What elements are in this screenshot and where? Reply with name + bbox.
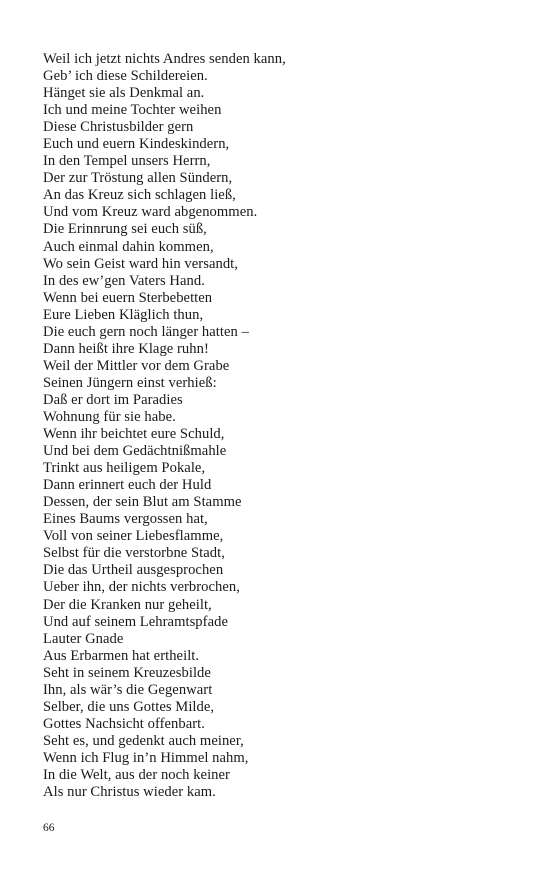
poem-line: Eines Baums vergossen hat, (43, 511, 208, 528)
poem-line: In den Tempel unsers Herrn, (43, 153, 211, 170)
poem-line: Die Erinnrung sei euch süß, (43, 221, 207, 238)
poem-line: Der die Kranken nur geheilt, (43, 596, 212, 613)
poem-line: In die Welt, aus der noch keiner (43, 766, 230, 783)
page-number: 66 (43, 822, 55, 834)
poem-line: Und auf seinem Lehramtspfade (43, 613, 228, 630)
poem-line: Seinen Jüngern einst verhieß: (43, 374, 217, 391)
poem-line: Eure Lieben Kläglich thun, (43, 306, 204, 323)
poem-line: Lauter Gnade (43, 630, 124, 647)
poem-line: Wohnung für sie habe. (43, 408, 176, 425)
poem-line: Dann erinnert euch der Huld (43, 477, 212, 494)
poem-line: Und bei dem Gedächtnißmahle (43, 443, 227, 460)
poem-line: Hänget sie als Denkmal an. (43, 85, 205, 102)
poem-line: Der zur Tröstung allen Sündern, (43, 170, 233, 187)
poem-line: Daß er dort im Paradies (43, 391, 183, 408)
poem-line: Selber, die uns Gottes Milde, (43, 698, 215, 715)
poem-line: Dessen, der sein Blut am Stamme (43, 494, 242, 511)
poem-text (43, 51, 286, 801)
poem-line: Voll von seiner Liebesflamme, (43, 528, 224, 545)
poem-line: Gottes Nachsicht offenbart. (43, 715, 205, 732)
poem-line: Als nur Christus wieder kam. (43, 784, 216, 801)
poem-line: Geb’ ich diese Schildereien. (43, 68, 208, 85)
poem-line: Ueber ihn, der nichts verbrochen, (43, 579, 240, 596)
poem-line: Ihn, als wär’s die Gegenwart (43, 681, 213, 698)
poem-line: Auch einmal dahin kommen, (43, 238, 214, 255)
poem-line: Wenn bei euern Sterbebetten (43, 289, 213, 306)
poem-line: Die euch gern noch länger hatten – (43, 323, 249, 340)
poem-line: Trinkt aus heiligem Pokale, (43, 460, 206, 477)
poem-line: An das Kreuz sich schlagen ließ, (43, 187, 236, 204)
poem-line: Aus Erbarmen hat ertheilt. (43, 647, 200, 664)
poem-line: Diese Christusbilder gern (43, 119, 194, 136)
poem-line: Wo sein Geist ward hin versandt, (43, 255, 238, 272)
poem-line: Ich und meine Tochter weihen (43, 102, 222, 119)
poem-line: Seht es, und gedenkt auch meiner, (43, 732, 244, 749)
poem-line: Dann heißt ihre Klage ruhn! (43, 340, 209, 357)
poem-line: Weil der Mittler vor dem Grabe (43, 357, 230, 374)
poem-line: In des ew’gen Vaters Hand. (43, 272, 205, 289)
poem-line: Wenn ihr beichtet eure Schuld, (43, 426, 225, 443)
poem-line: Wenn ich Flug in’n Himmel nahm, (43, 749, 249, 766)
poem-line: Und vom Kreuz ward abgenommen. (43, 204, 258, 221)
poem-line: Selbst für die verstorbne Stadt, (43, 545, 225, 562)
poem-line: Die das Urtheil ausgesprochen (43, 562, 224, 579)
poem-line: Seht in seinem Kreuzesbilde (43, 664, 211, 681)
poem-line: Euch und euern Kindeskindern, (43, 136, 230, 153)
poem-line: Weil ich jetzt nichts Andres senden kann, (43, 51, 286, 67)
